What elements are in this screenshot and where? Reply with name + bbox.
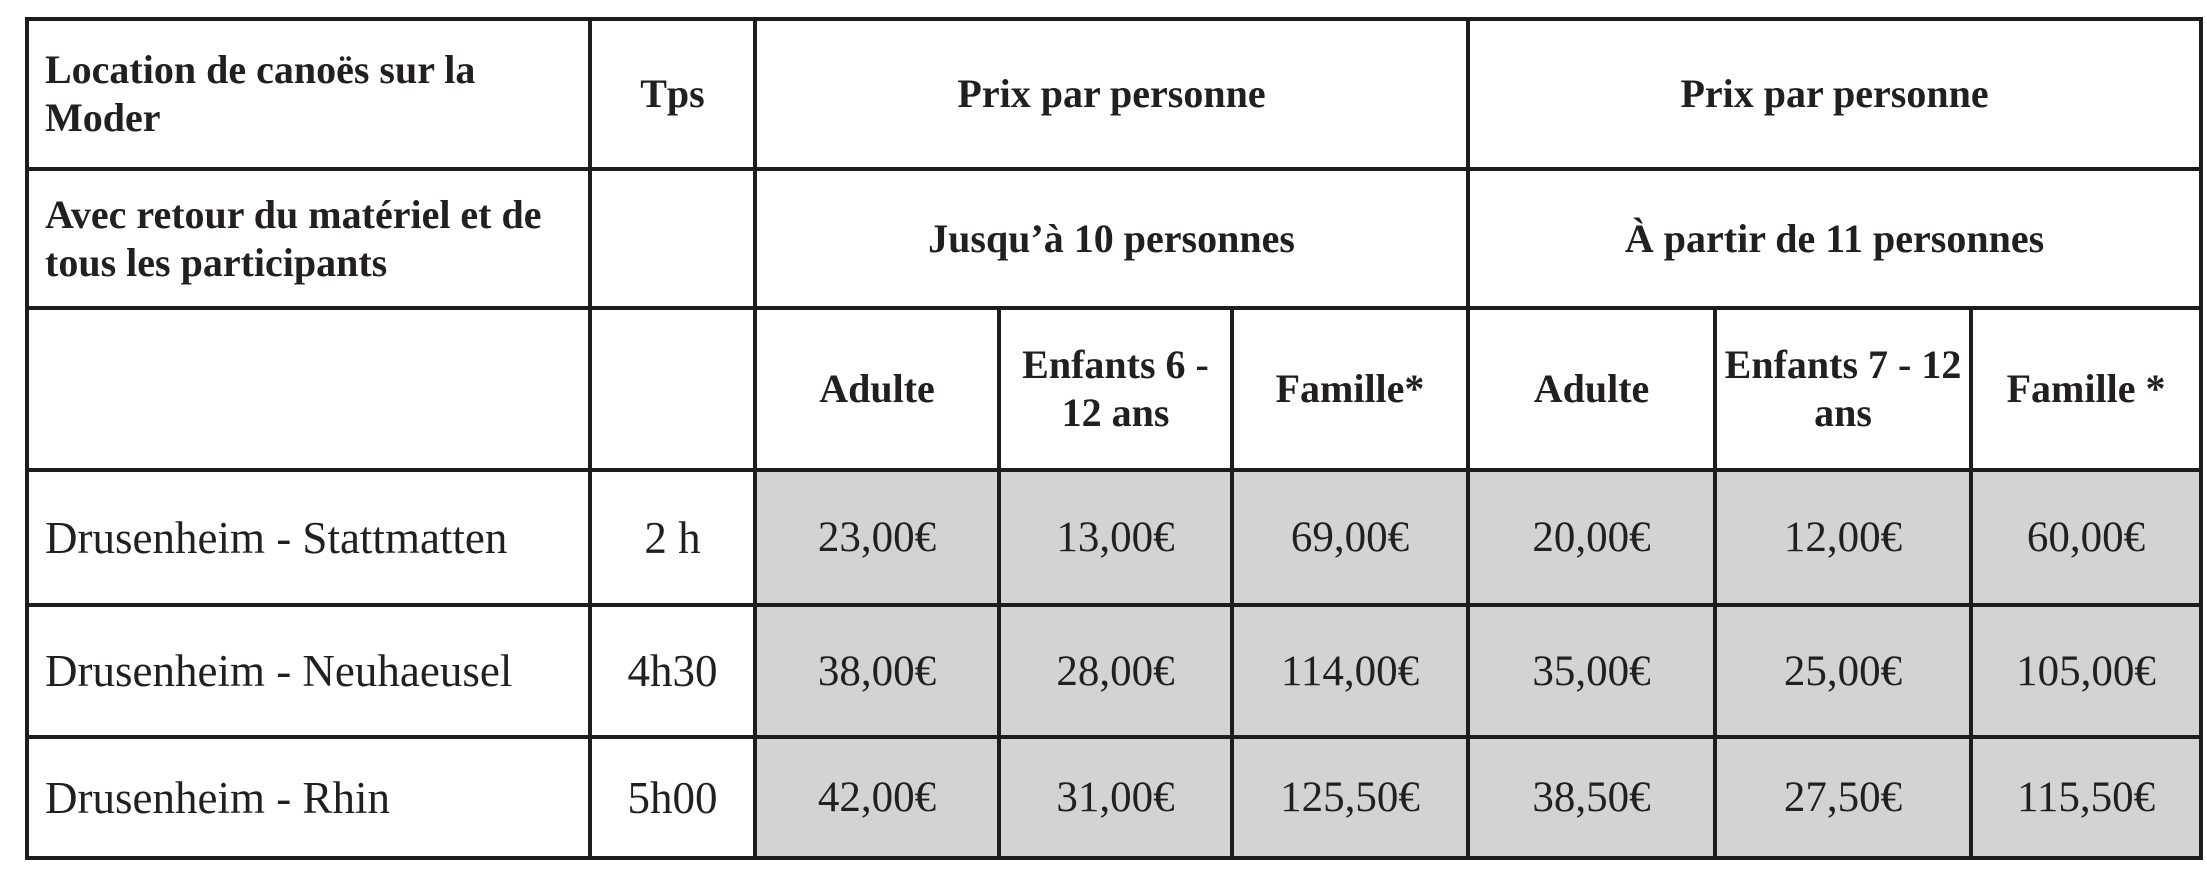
price-cell: 114,00€ [1232,605,1468,737]
route-duration: 2 h [590,470,755,605]
price-cell: 35,00€ [1468,605,1715,737]
column-header-right-adult: Adulte [1468,308,1715,470]
price-cell: 42,00€ [755,737,999,858]
table-row [27,470,2201,605]
column-header-left-adult: Adulte [755,308,999,470]
empty-cell [590,308,755,470]
group-right-header: Prix par personne [1468,19,2201,169]
header-row-2 [27,169,2201,308]
canoe-price-table [25,17,2203,860]
group-left-header: Prix par personne [755,19,1468,169]
price-cell: 105,00€ [1971,605,2201,737]
column-header-right-children: Enfants 7 - 12 ans [1715,308,1971,470]
header-row-1 [27,19,2201,169]
price-cell: 60,00€ [1971,470,2201,605]
price-cell: 69,00€ [1232,470,1468,605]
price-cell: 115,50€ [1971,737,2201,858]
price-cell: 38,00€ [755,605,999,737]
empty-cell [590,169,755,308]
table-title: Location de canoës sur la Moder [27,19,590,169]
price-cell: 12,00€ [1715,470,1971,605]
price-cell: 27,50€ [1715,737,1971,858]
table-row [27,605,2201,737]
group-right-subheader: À partir de 11 personnes [1468,169,2201,308]
table-row [27,737,2201,858]
price-cell: 125,50€ [1232,737,1468,858]
empty-cell [27,308,590,470]
price-cell: 13,00€ [999,470,1232,605]
route-duration: 4h30 [590,605,755,737]
column-header-left-family: Famille* [1232,308,1468,470]
route-name: Drusenheim - Neuhaeusel [27,605,590,737]
time-column-header: Tps [590,19,755,169]
route-name: Drusenheim - Stattmatten [27,470,590,605]
route-duration: 5h00 [590,737,755,858]
header-row-3 [27,308,2201,470]
price-cell: 31,00€ [999,737,1232,858]
price-cell: 28,00€ [999,605,1232,737]
column-header-left-children: Enfants 6 - 12 ans [999,308,1232,470]
price-cell: 20,00€ [1468,470,1715,605]
price-cell: 25,00€ [1715,605,1971,737]
table-subtitle: Avec retour du matériel et de tous les participants [27,169,590,308]
group-left-subheader: Jusqu’à 10 personnes [755,169,1468,308]
price-cell: 23,00€ [755,470,999,605]
price-cell: 38,50€ [1468,737,1715,858]
route-name: Drusenheim - Rhin [27,737,590,858]
column-header-right-family: Famille * [1971,308,2201,470]
